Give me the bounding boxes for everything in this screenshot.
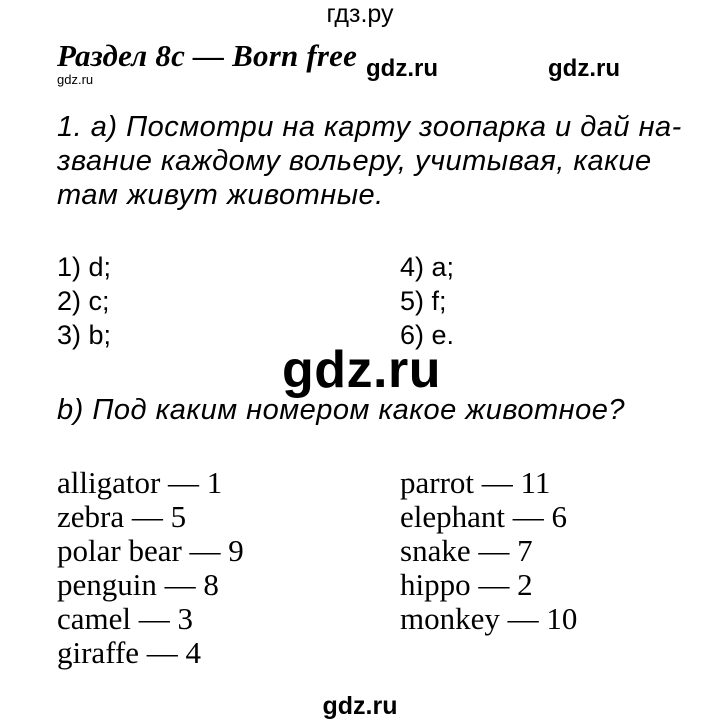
animal-item: alligator — 1 (57, 465, 223, 500)
animal-item: zebra — 5 (57, 499, 187, 534)
animal-item: elephant — 6 (400, 499, 568, 534)
watermark-small: gdz.ru (57, 72, 94, 87)
watermark-big: gdz.ru (282, 341, 441, 399)
animal-item: monkey — 10 (400, 601, 578, 636)
watermark-top: гдз.ру (326, 0, 394, 28)
answer-item: 1) d; (57, 252, 112, 282)
animal-item: penguin — 8 (57, 567, 219, 602)
animal-item: parrot — 11 (400, 465, 551, 500)
task-b-question: b) Под каким номером какое животное? (57, 394, 625, 426)
answer-item: 4) a; (400, 252, 455, 282)
task-a-line: там живут животные. (57, 179, 384, 211)
task-a-instruction (57, 110, 682, 212)
animal-item: giraffe — 4 (57, 635, 202, 670)
watermark-mid-left: gdz.ru (366, 55, 438, 82)
task-a-line: звание каждому вольеру, учитывая, какие (57, 145, 652, 177)
task-a-line: 1. a) Посмотри на карту зоопарка и дай на- (57, 111, 682, 143)
animal-item: polar bear — 9 (57, 533, 244, 568)
section-title: Раздел 8с — Born free (57, 38, 358, 73)
animal-item: camel — 3 (57, 601, 194, 636)
answer-item: 3) b; (57, 320, 112, 350)
animal-item: hippo — 2 (400, 567, 533, 602)
watermark-bottom: gdz.ru (322, 692, 398, 720)
answer-item: 2) c; (57, 286, 110, 316)
answer-item: 5) f; (400, 286, 447, 316)
animal-item: snake — 7 (400, 533, 533, 568)
watermark-mid-right: gdz.ru (548, 55, 620, 82)
answer-item: 6) e. (400, 320, 455, 350)
